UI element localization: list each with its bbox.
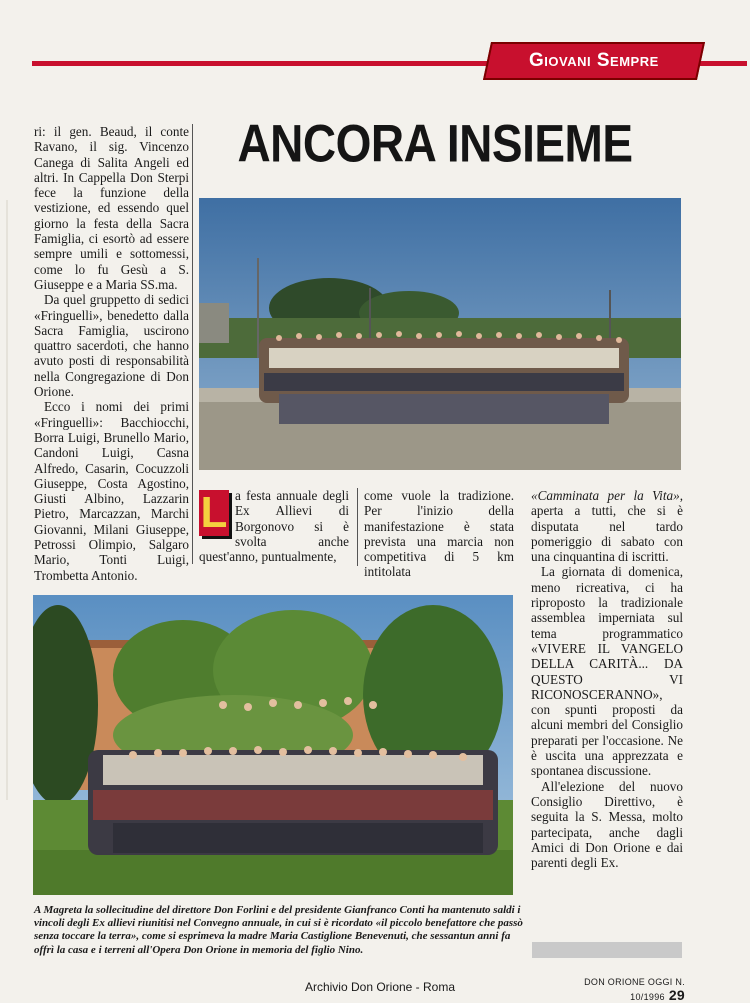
article-column-1 xyxy=(199,488,349,564)
event-name: «Camminata per la Vita» xyxy=(531,488,680,503)
section-tag-label: Giovani Sempre xyxy=(529,50,659,71)
left-paragraph: Da quel gruppetto di sedici «Fringuelli», benedetto dalla Sacra Famiglia, uscirono quattro sacerdoti, che hanno avuto posti di responsabilità nella Congregazione di Don Orione. xyxy=(34,292,189,400)
article-column-2 xyxy=(364,488,514,580)
section-tag xyxy=(483,42,705,80)
right-paragraph: La giornata di domenica, meno ricreativa, ci ha riproposto la tradizionale assemblea imperniata sul tema programmatico «VIVERE IL VANGELO DELLA CARITÀ... DA QUESTO VI RICONOSCERANNO», con spunti proposti da alcuni membri del Consiglio preparati per l'occasione. Ne è uscita una apprezzata e spontanea discussione. xyxy=(531,564,683,779)
page-number: 29 xyxy=(668,987,685,1003)
article-column-2-text: come vuole la tradizione. Per l'inizio della manifestazione è stata prevista una marcia non competitiva di 5 km intitolata xyxy=(364,488,514,580)
article-headline: ANCORA INSIEME xyxy=(237,113,633,173)
dropcap-letter: L xyxy=(200,488,228,537)
right-paragraph: All'elezione del nuovo Consiglio Direttivo, è seguita la S. Messa, molto partecipata, anche dagli Amici di Don Orione e dai parenti degli Ex. xyxy=(531,778,683,871)
page-margin-shadow xyxy=(6,200,8,800)
article-column-3-text: «Camminata per la Vita», aperta a tutti, che si è disputata nel tardo pomeriggio di sabato con una cinquantina di iscritti. xyxy=(531,488,683,565)
column-divider xyxy=(192,124,193,564)
group-photo-garden-image xyxy=(33,595,513,895)
page-footer xyxy=(535,977,685,1003)
article-column-1-text: a festa annuale degli Ex Allievi di Borgonovo si è svolta anche quest'anno, puntualmente, xyxy=(199,488,349,565)
grey-bar xyxy=(532,942,682,958)
left-paragraph: ri: il gen. Beaud, il conte Ravano, il sig. Vincenzo Canega di Salita Angeli ed altri. In Cappella Don Sterpi fece la funzione della vestizione, ed essendo quel giorno la festa della Sacra Famiglia, ci esortò ad essere sempre umili e sottomessi, come lo fu Gesù a S. Giuseppe e a Maria SS.ma. xyxy=(34,124,189,292)
column-divider xyxy=(357,488,358,566)
archive-credit: Archivio Don Orione - Roma xyxy=(304,980,456,994)
magazine-issue: DON ORIONE OGGI N. 10/1996 xyxy=(584,977,685,1002)
group-photo-garden xyxy=(33,595,513,895)
article-column-3 xyxy=(531,488,683,870)
photo-caption: A Magreta la sollecitudine del direttore Don Forlini e del presidente Gianfranco Conti ha mantenuto saldi i vincoli degli Ex allievi riunitisi nel Convegno annuale, in cui si è ricordato «il piccolo benefattore che passò senza toccare la terra», come si esprimeva la madre Maria Castiglione Benevenuti, che sessantun anni fa offrì la casa e i terreni all'Opera Don Orione in memoria del figlio Nino. xyxy=(34,904,523,956)
group-photo-courtyard-image xyxy=(199,198,681,470)
group-photo-courtyard xyxy=(199,198,681,470)
left-column xyxy=(34,124,189,583)
left-paragraph: Ecco i nomi dei primi «Fringuelli»: Bacchiocchi, Borra Luigi, Brunello Mario, Candoni Luigi, Casna Alfredo, Casarin, Cocuzzoli Giuseppe, Costa Agostino, Giusti Albino, Lazzarin Pietro, Marcazzan, Marchi Giovanni, Milani Giuseppe, Petrossi Olimpio, Salgaro Mario, Tonti Luigi, Trombetta Antonio. xyxy=(34,399,189,583)
